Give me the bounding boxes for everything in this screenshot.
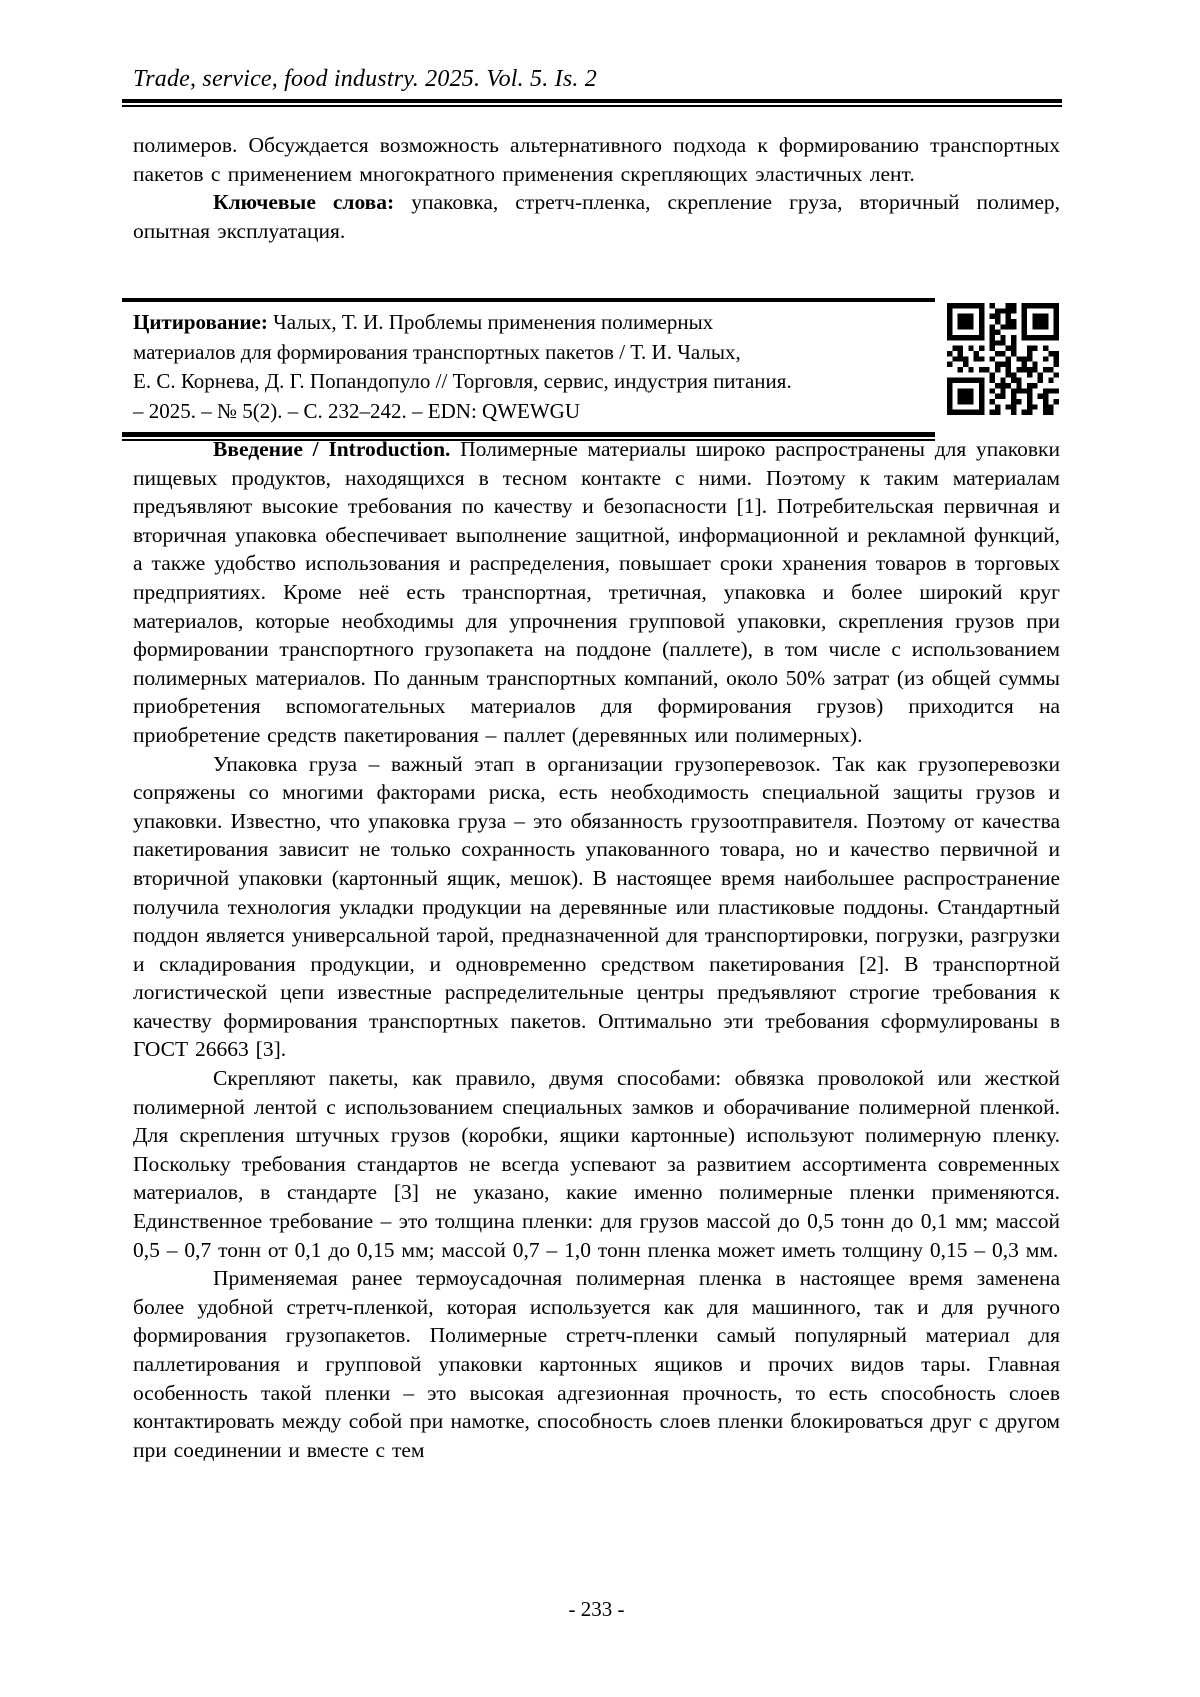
citation-line: – 2025. – № 5(2). – С. 232–242. – EDN: QWEWGU (133, 398, 580, 423)
citation-label: Цитирование: (133, 310, 268, 334)
citation-line: материалов для формирования транспортных пакетов / Т. И. Чалых, (133, 339, 741, 364)
abstract-continuation-paragraph: полимеров. Обсуждается возможность альтернативного подхода к формированию транспортных пакетов с применением многократного применения скрепляющих эластичных лент. (133, 133, 1060, 186)
page-number: - 233 - (568, 1597, 625, 1621)
keywords-paragraph (133, 188, 1060, 245)
introduction-text: Полимерные материалы широко распространены для упаковки пищевых продуктов, находящихся в тесном контакте с ними. Поэтому к таким материалам предъявляют высокие требования по качеству и безопасности [1]. Потребительская первичная и вторичная упаковка обеспечивает выполнение защитной, информационной и рекламной функций, а также удобство использования и распределения, повышает сроки хранения товаров в торговых предприятиях. Кроме неё есть транспортная, третичная, упаковка и более широкий круг материалов, которые необходимы для упрочнения групповой упаковки, скрепления грузов при формировании транспортного грузопакета на поддоне (паллете), в том числе с использованием полимерных материалов. По данным транспортных компаний, около 50% затрат (из общей суммы приобретения вспомогательных материалов для формирования грузов) приходится на приобретение средств пакетирования – паллет (деревянных или полимерных). (133, 437, 1060, 747)
article-body (133, 435, 1060, 1464)
abstract-section (133, 131, 1060, 245)
citation-line (133, 308, 935, 338)
introduction-heading: Введение / Introduction. (213, 437, 451, 461)
introduction-paragraph (133, 435, 1060, 750)
body-paragraph: Скрепляют пакеты, как правило, двумя способами: обвязка проволокой или жесткой полимерной лентой с использованием специальных замков и оборачивание полимерной пленкой. Для скрепления штучных грузов (коробки, ящики картонные) используют полимерную пленку. Поскольку требования стандартов не всегда успевают за развитием ассортимента современных материалов, в стандарте [3] не указано, какие именно полимерные пленки применяются. Единственное требование – это толщина пленки: для грузов массой до 0,5 тонн до 0,1 мм; массой 0,5 – 0,7 тонн от 0,1 до 0,15 мм; массой 0,7 – 1,0 тонн пленка может иметь толщину 0,15 – 0,3 мм. (133, 1066, 1060, 1262)
keywords-text: упаковка, стретч-пленка, скрепление груза, вторичный полимер, опытная эксплуатация. (133, 190, 1060, 243)
body-paragraph: Упаковка груза – важный этап в организации грузоперевозок. Так как грузоперевозки сопряжены со многими факторами риска, есть необходимость специальной защиты грузов и упаковки. Известно, что упаковка груза – это обязанность грузоотправителя. Поэтому от качества пакетирования зависит не только сохранность упакованного товара, но и качество первичной и вторичной упаковки (картонный ящик, мешок). В настоящее время наибольшее распространение получила технология укладки продукции на деревянные или пластиковые поддоны. Стандартный поддон является универсальной тарой, предназначенной для транспортировки, погрузки, разгрузки и складирования продукции, и одновременно средством пакетирования [2]. В транспортной логистической цепи известные распределительные центры предъявляют строгие требования к качеству формирования транспортных пакетов. Оптимально эти требования сформулированы в ГОСТ 26663 [3]. (133, 751, 1060, 1062)
header-divider (122, 99, 1062, 107)
citation-line-text: Чалых, Т. И. Проблемы применения полимерных (267, 310, 714, 334)
body-paragraph: Применяемая ранее термоусадочная полимерная пленка в настоящее время заменена более удобной стретч-пленкой, которая используется как для машинного, так и для ручного формирования грузопакетов. Полимерные стретч-пленки самый популярный материал для паллетирования и групповой упаковки картонных ящиков и прочих видов тары. Главная особенность такой пленки – это высокая адгезионная прочность, то есть способность слоев контактировать между собой при намотке, способность слоев пленки блокироваться друг с другом при соединении и вместе с тем (133, 1266, 1060, 1462)
running-header-title: Trade, service, food industry. 2025. Vol. 5. Is. 2 (133, 66, 597, 92)
keywords-label: Ключевые слова: (213, 190, 395, 215)
citation-text (122, 302, 935, 432)
qr-code-icon (947, 303, 1059, 415)
citation-block (122, 298, 935, 441)
citation-line: Е. С. Корнева, Д. Г. Попандопуло // Торговля, сервис, индустрия питания. (133, 369, 792, 393)
header-divider-thin-line (122, 105, 1062, 107)
